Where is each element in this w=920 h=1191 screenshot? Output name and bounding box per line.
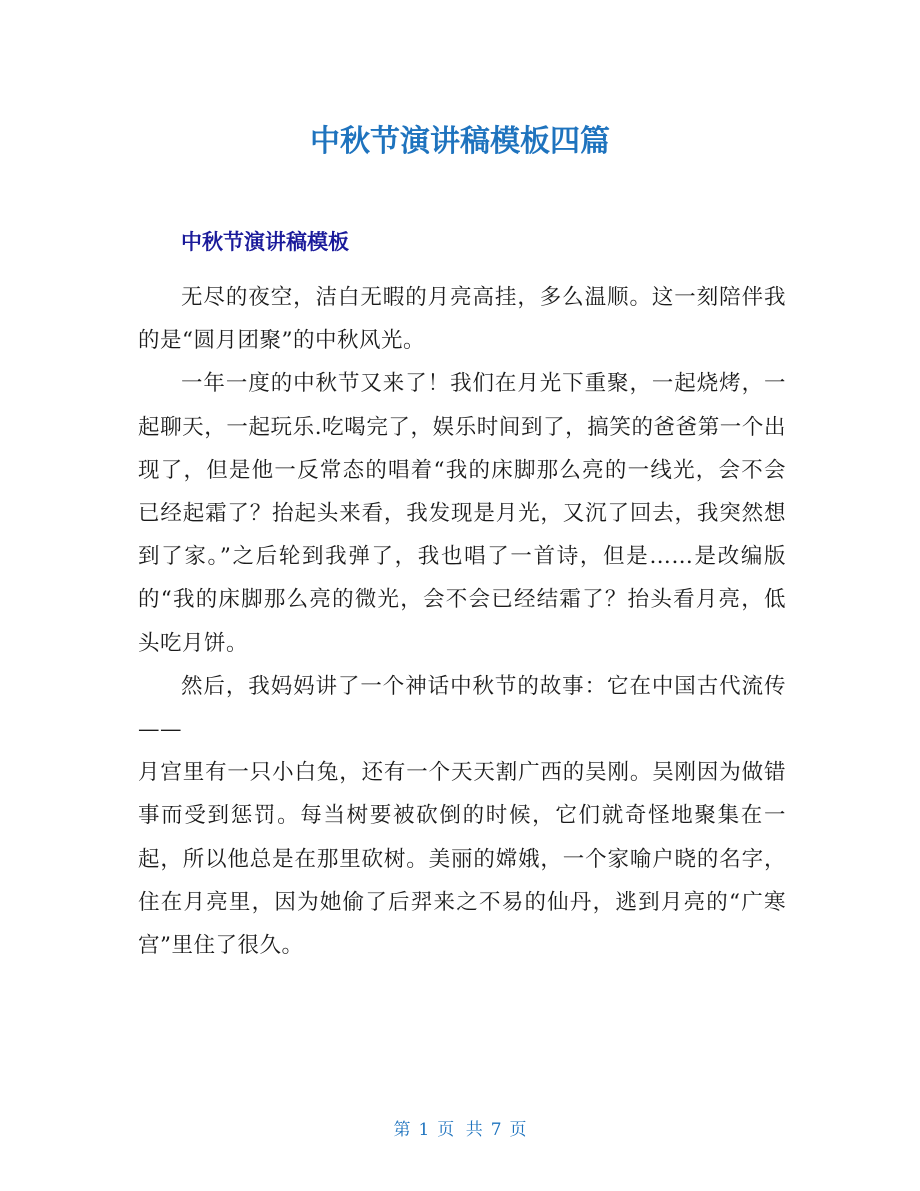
paragraph-1: 无尽的夜空，洁白无暇的月亮高挂，多么温顺。这一刻陪伴我的是“圆月团聚”的中秋风光。 [138,285,786,354]
paragraph-3: 然后，我妈妈讲了一个神话中秋节的故事：它在中国古代流传—— [138,673,786,743]
page-number-footer [0,1115,920,1140]
footer-mid: 页 共 [437,1120,483,1140]
footer-current-page: 1 [418,1120,430,1140]
paragraph-2: 一年一度的中秋节又来了！我们在月光下重聚，一起烧烤，一起聊天，一起玩乐.吃喝完了，娱乐时间到了，搞笑的爸爸第一个出现了，但是他一反常态的唱着“我的床脚那么亮的一线光，会不会已经起霜了？抬起头来看，我发现是月光，又沉了回去，我突然想到了家。”之后轮到我弹了，我也唱了一首诗，但是……是改编版的“我的床脚那么亮的微光，会不会已经结霜了？抬头看月亮，低头吃月饼。 [138,371,786,656]
section-heading: 中秋节演讲稿模板 [181,230,349,254]
document-body [138,276,786,967]
paragraph-4: 月宫里有一只小白兔，还有一个天天割广西的吴刚。吴刚因为做错事而受到惩罚。每当树要被砍倒的时候，它们就奇怪地聚集在一起，所以他总是在那里砍树。美丽的嫦娥，一个家喻户晓的名字，住在月亮里，因为她偷了后羿来之不易的仙丹，逃到月亮的“广寒宫”里住了很久。 [138,760,786,959]
footer-suffix: 页 [509,1120,527,1140]
footer-total-pages: 7 [490,1120,502,1140]
footer-prefix: 第 [393,1120,411,1140]
document-title: 中秋节演讲稿模板四篇 [310,124,610,159]
